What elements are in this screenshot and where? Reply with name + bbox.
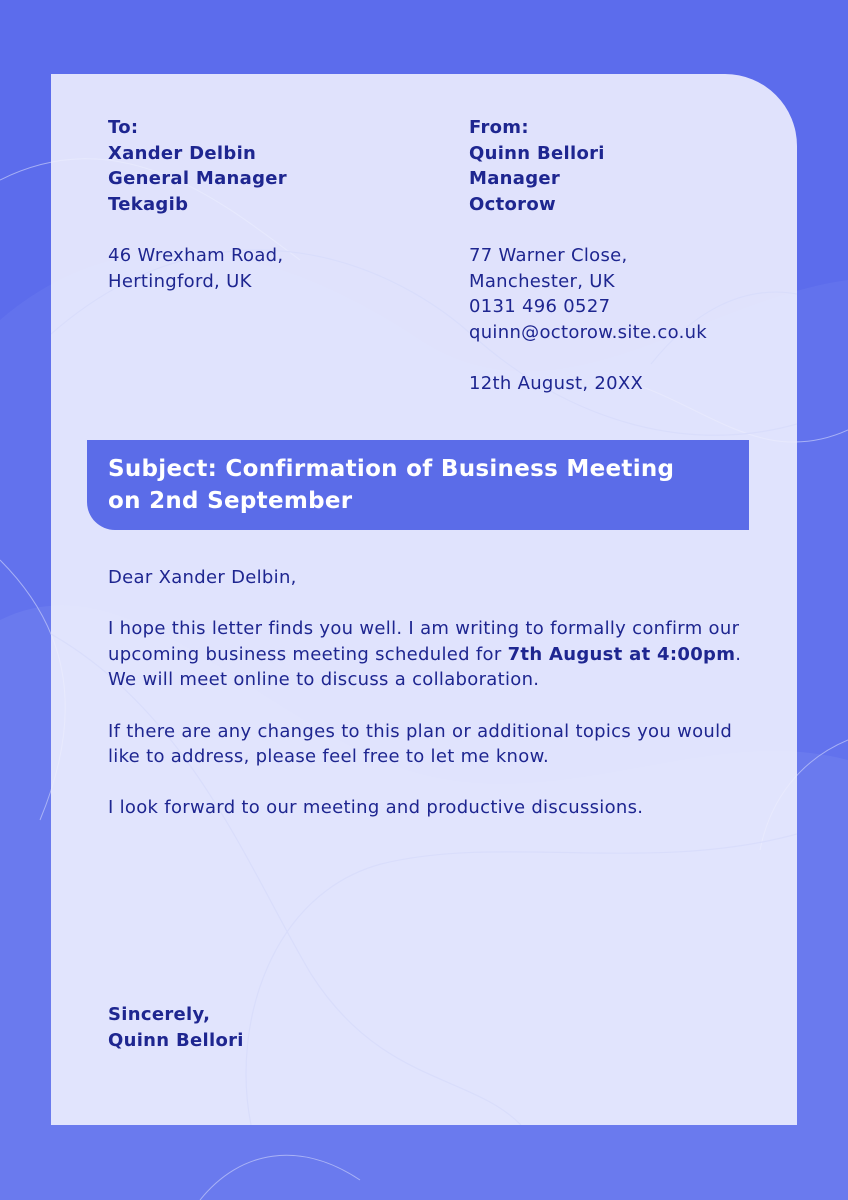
- sender-phone: 0131 496 0527: [469, 296, 611, 318]
- recipient-heading: To:: [108, 117, 139, 138]
- sender-address-line1: 77 Warner Close,: [469, 244, 628, 266]
- paragraph-3: I look forward to our meeting and productive discussions.: [108, 797, 644, 819]
- meeting-datetime: 7th August at 4:00pm: [507, 643, 736, 665]
- letter-date: 12th August, 20XX: [469, 372, 644, 394]
- sender-heading: From:: [469, 117, 529, 138]
- subject-line-2: on 2nd September: [108, 488, 353, 514]
- recipient-address-line1: 46 Wrexham Road,: [108, 244, 284, 266]
- spacer: [469, 345, 809, 371]
- recipient-block: [108, 115, 438, 294]
- salutation: Dear Xander Delbin,: [108, 567, 297, 588]
- sender-email: quinn@octorow.site.co.uk: [469, 321, 708, 343]
- spacer: [469, 217, 809, 243]
- signoff-block: [108, 1002, 244, 1053]
- sender-company: Octorow: [469, 193, 556, 215]
- subject-line-1: Subject: Confirmation of Business Meeting: [108, 456, 675, 482]
- recipient-name: Xander Delbin: [108, 142, 257, 164]
- sender-name: Quinn Bellori: [469, 142, 605, 164]
- subject-banner: [87, 440, 749, 530]
- paragraph-2: If there are any changes to this plan or additional topics you would like to address, please feel free to let me know.: [108, 720, 733, 768]
- spacer: [108, 217, 438, 243]
- sender-title: Manager: [469, 168, 561, 190]
- recipient-title: General Manager: [108, 168, 287, 190]
- recipient-company: Tekagib: [108, 193, 189, 215]
- paragraph-1: [108, 616, 748, 693]
- letter-body: [108, 565, 748, 847]
- sender-address-line2: Manchester, UK: [469, 270, 615, 292]
- closing: Sincerely,: [108, 1004, 211, 1025]
- sender-block: [469, 115, 809, 397]
- recipient-address-line2: Hertingford, UK: [108, 270, 252, 292]
- signature-name: Quinn Bellori: [108, 1029, 244, 1051]
- subject-line: [108, 453, 729, 517]
- paragraph-1-end: . We will meet online to discuss a collaboration.: [108, 643, 742, 691]
- paragraph-1-start: I hope this letter finds you well. I am writing to formally confirm our upcoming business meeting scheduled for: [108, 618, 740, 665]
